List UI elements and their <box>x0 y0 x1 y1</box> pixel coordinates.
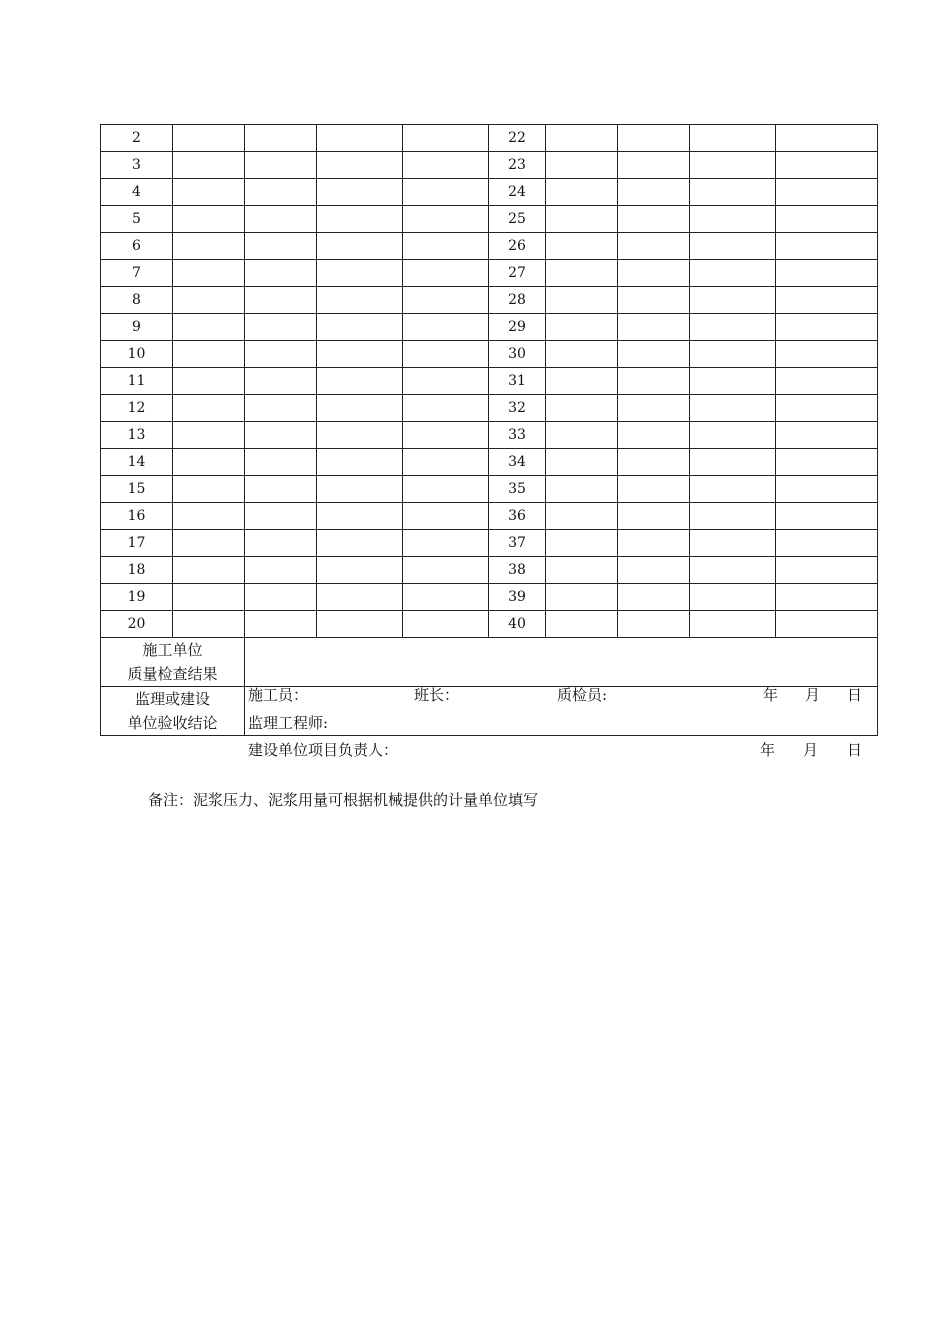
entry-cell[interactable] <box>403 611 489 638</box>
entry-cell[interactable] <box>690 530 776 557</box>
row-number-right: 22 <box>489 125 546 152</box>
row-number-right: 24 <box>489 179 546 206</box>
row-number-left: 10 <box>101 341 173 368</box>
entry-cell[interactable] <box>173 611 245 638</box>
table-row <box>101 476 878 503</box>
entry-cell[interactable] <box>403 206 489 233</box>
entry-cell[interactable] <box>317 422 403 449</box>
worker-label: 施工员： <box>248 686 309 704</box>
entry-cell[interactable] <box>690 179 776 206</box>
entry-cell[interactable] <box>690 287 776 314</box>
entry-cell[interactable] <box>776 422 878 449</box>
table-row <box>101 422 878 449</box>
table-row <box>101 368 878 395</box>
supervision-conclusion-cell[interactable] <box>245 687 878 759</box>
row-number-right: 38 <box>489 557 546 584</box>
entry-cell[interactable] <box>173 287 245 314</box>
entry-cell[interactable] <box>403 152 489 179</box>
entry-cell[interactable] <box>317 206 403 233</box>
entry-cell[interactable] <box>173 584 245 611</box>
entry-cell[interactable] <box>245 152 317 179</box>
entry-cell[interactable] <box>403 584 489 611</box>
entry-cell[interactable] <box>317 395 403 422</box>
entry-cell[interactable] <box>546 611 618 638</box>
entry-cell[interactable] <box>776 449 878 476</box>
entry-cell[interactable] <box>245 314 317 341</box>
entry-cell[interactable] <box>317 125 403 152</box>
row-number-right: 40 <box>489 611 546 638</box>
entry-cell[interactable] <box>776 287 878 314</box>
entry-cell[interactable] <box>245 557 317 584</box>
table-row <box>101 233 878 260</box>
supervision-month: 月 <box>803 741 819 759</box>
row-number-left: 16 <box>101 503 173 530</box>
entry-cell[interactable] <box>245 206 317 233</box>
entry-cell[interactable] <box>173 395 245 422</box>
supervision-day: 日 <box>847 741 863 759</box>
entry-cell[interactable] <box>690 260 776 287</box>
entry-cell[interactable] <box>690 341 776 368</box>
entry-cell[interactable] <box>776 233 878 260</box>
owner-label: 建设单位项目负责人： <box>248 741 399 759</box>
entry-cell[interactable] <box>245 395 317 422</box>
entry-cell[interactable] <box>618 314 690 341</box>
entry-cell[interactable] <box>690 503 776 530</box>
entry-cell[interactable] <box>546 287 618 314</box>
entry-cell[interactable] <box>618 368 690 395</box>
table-row <box>101 557 878 584</box>
entry-cell[interactable] <box>403 395 489 422</box>
entry-cell[interactable] <box>173 152 245 179</box>
entry-cell[interactable] <box>173 233 245 260</box>
entry-cell[interactable] <box>245 530 317 557</box>
entry-cell[interactable] <box>546 206 618 233</box>
entry-cell[interactable] <box>546 395 618 422</box>
entry-cell[interactable] <box>403 503 489 530</box>
entry-cell[interactable] <box>690 395 776 422</box>
row-number-right: 23 <box>489 152 546 179</box>
row-number-left: 20 <box>101 611 173 638</box>
construction-year: 年 <box>763 686 779 704</box>
construction-label-line1: 施工单位 <box>142 641 203 659</box>
row-number-left: 17 <box>101 530 173 557</box>
entry-cell[interactable] <box>317 584 403 611</box>
entry-cell[interactable] <box>403 476 489 503</box>
row-number-left: 14 <box>101 449 173 476</box>
table-row <box>101 611 878 638</box>
row-number-left: 19 <box>101 584 173 611</box>
entry-cell[interactable] <box>546 125 618 152</box>
entry-cell[interactable] <box>317 611 403 638</box>
entry-cell[interactable] <box>173 206 245 233</box>
entry-cell[interactable] <box>173 179 245 206</box>
row-number-right: 34 <box>489 449 546 476</box>
entry-cell[interactable] <box>245 584 317 611</box>
entry-cell[interactable] <box>546 557 618 584</box>
entry-cell[interactable] <box>690 152 776 179</box>
row-number-left: 5 <box>101 206 173 233</box>
entry-cell[interactable] <box>776 152 878 179</box>
entry-cell[interactable] <box>618 179 690 206</box>
entry-cell[interactable] <box>317 233 403 260</box>
entry-cell[interactable] <box>690 368 776 395</box>
entry-cell[interactable] <box>776 611 878 638</box>
entry-cell[interactable] <box>245 125 317 152</box>
row-number-left: 18 <box>101 557 173 584</box>
entry-cell[interactable] <box>317 503 403 530</box>
footnote: 备注：泥浆压力、泥浆用量可根据机械提供的计量单位填写 <box>148 791 539 809</box>
entry-cell[interactable] <box>690 314 776 341</box>
entry-cell[interactable] <box>618 287 690 314</box>
row-number-right: 28 <box>489 287 546 314</box>
entry-cell[interactable] <box>317 341 403 368</box>
entry-cell[interactable] <box>776 206 878 233</box>
table-row <box>101 152 878 179</box>
inspector-label: 质检员: <box>557 686 608 704</box>
row-number-left: 4 <box>101 179 173 206</box>
entry-cell[interactable] <box>618 152 690 179</box>
row-number-right: 30 <box>489 341 546 368</box>
entry-cell[interactable] <box>245 611 317 638</box>
entry-cell[interactable] <box>690 584 776 611</box>
entry-cell[interactable] <box>245 287 317 314</box>
entry-cell[interactable] <box>690 125 776 152</box>
entry-cell[interactable] <box>618 503 690 530</box>
row-number-left: 3 <box>101 152 173 179</box>
entry-cell[interactable] <box>403 557 489 584</box>
entry-cell[interactable] <box>245 260 317 287</box>
construction-label-line2: 质量检查结果 <box>127 665 218 683</box>
supervision-conclusion-row <box>101 687 878 736</box>
entry-cell[interactable] <box>776 125 878 152</box>
entry-cell[interactable] <box>546 449 618 476</box>
entry-cell[interactable] <box>546 584 618 611</box>
entry-cell[interactable] <box>403 125 489 152</box>
entry-cell[interactable] <box>690 449 776 476</box>
entry-cell[interactable] <box>317 368 403 395</box>
supervision-label-line2: 单位验收结论 <box>127 714 218 732</box>
entry-cell[interactable] <box>245 476 317 503</box>
table-row <box>101 314 878 341</box>
entry-cell[interactable] <box>618 530 690 557</box>
entry-cell[interactable] <box>245 179 317 206</box>
row-number-right: 27 <box>489 260 546 287</box>
entry-cell[interactable] <box>618 611 690 638</box>
table-row <box>101 206 878 233</box>
entry-cell[interactable] <box>690 557 776 584</box>
entry-cell[interactable] <box>776 557 878 584</box>
row-number-right: 33 <box>489 422 546 449</box>
entry-cell[interactable] <box>317 476 403 503</box>
entry-cell[interactable] <box>546 503 618 530</box>
entry-cell[interactable] <box>618 395 690 422</box>
entry-cell[interactable] <box>403 179 489 206</box>
construction-result-row <box>101 638 878 687</box>
entry-cell[interactable] <box>403 314 489 341</box>
construction-label <box>101 638 245 687</box>
entry-cell[interactable] <box>173 557 245 584</box>
entry-cell[interactable] <box>245 449 317 476</box>
row-number-left: 15 <box>101 476 173 503</box>
entry-cell[interactable] <box>173 422 245 449</box>
table-row <box>101 449 878 476</box>
entry-cell[interactable] <box>618 476 690 503</box>
entry-cell[interactable] <box>546 341 618 368</box>
row-number-left: 12 <box>101 395 173 422</box>
row-number-left: 13 <box>101 422 173 449</box>
table-row <box>101 260 878 287</box>
construction-day: 日 <box>847 686 863 704</box>
entry-cell[interactable] <box>173 368 245 395</box>
row-number-right: 35 <box>489 476 546 503</box>
entry-cell[interactable] <box>618 206 690 233</box>
entry-cell[interactable] <box>173 503 245 530</box>
entry-cell[interactable] <box>546 530 618 557</box>
entry-cell[interactable] <box>618 449 690 476</box>
entry-cell[interactable] <box>546 368 618 395</box>
entry-cell[interactable] <box>173 341 245 368</box>
entry-cell[interactable] <box>776 260 878 287</box>
entry-cell[interactable] <box>618 341 690 368</box>
entry-cell[interactable] <box>776 341 878 368</box>
table-row <box>101 287 878 314</box>
entry-cell[interactable] <box>618 233 690 260</box>
entry-cell[interactable] <box>776 395 878 422</box>
entry-cell[interactable] <box>546 179 618 206</box>
entry-cell[interactable] <box>776 476 878 503</box>
entry-cell[interactable] <box>317 557 403 584</box>
entry-cell[interactable] <box>173 314 245 341</box>
entry-cell[interactable] <box>776 503 878 530</box>
entry-cell[interactable] <box>317 287 403 314</box>
entry-cell[interactable] <box>317 179 403 206</box>
entry-cell[interactable] <box>546 314 618 341</box>
entry-cell[interactable] <box>690 476 776 503</box>
entry-cell[interactable] <box>403 287 489 314</box>
entry-cell[interactable] <box>403 233 489 260</box>
entry-cell[interactable] <box>690 206 776 233</box>
supervision-label-line1: 监理或建设 <box>134 690 210 708</box>
entry-cell[interactable] <box>173 530 245 557</box>
entry-cell[interactable] <box>618 584 690 611</box>
construction-month: 月 <box>805 686 821 704</box>
entry-cell[interactable] <box>403 368 489 395</box>
engineer-label: 监理工程师: <box>248 714 329 732</box>
table-row <box>101 395 878 422</box>
table-row <box>101 125 878 152</box>
row-number-right: 26 <box>489 233 546 260</box>
entry-cell[interactable] <box>618 422 690 449</box>
entry-cell[interactable] <box>245 368 317 395</box>
entry-cell[interactable] <box>403 530 489 557</box>
entry-cell[interactable] <box>546 233 618 260</box>
entry-cell[interactable] <box>317 314 403 341</box>
entry-cell[interactable] <box>173 260 245 287</box>
entry-cell[interactable] <box>245 233 317 260</box>
entry-cell[interactable] <box>690 422 776 449</box>
table-row <box>101 341 878 368</box>
table-row <box>101 179 878 206</box>
entry-cell[interactable] <box>618 260 690 287</box>
row-number-right: 39 <box>489 584 546 611</box>
entry-cell[interactable] <box>403 449 489 476</box>
row-number-left: 11 <box>101 368 173 395</box>
entry-cell[interactable] <box>546 476 618 503</box>
entry-cell[interactable] <box>618 125 690 152</box>
entry-cell[interactable] <box>546 260 618 287</box>
supervision-label <box>101 687 245 736</box>
entry-cell[interactable] <box>776 179 878 206</box>
row-number-right: 31 <box>489 368 546 395</box>
table-row <box>101 584 878 611</box>
row-number-right: 32 <box>489 395 546 422</box>
table-row <box>101 530 878 557</box>
row-number-left: 7 <box>101 260 173 287</box>
entry-cell[interactable] <box>403 422 489 449</box>
entry-cell[interactable] <box>173 476 245 503</box>
entry-cell[interactable] <box>776 368 878 395</box>
entry-cell[interactable] <box>403 260 489 287</box>
row-number-right: 36 <box>489 503 546 530</box>
row-number-left: 9 <box>101 314 173 341</box>
entry-cell[interactable] <box>317 530 403 557</box>
entry-cell[interactable] <box>618 557 690 584</box>
record-table <box>100 124 878 759</box>
entry-cell[interactable] <box>317 152 403 179</box>
entry-cell[interactable] <box>776 530 878 557</box>
entry-cell[interactable] <box>403 341 489 368</box>
foreman-label: 班长： <box>414 686 460 704</box>
entry-cell[interactable] <box>173 125 245 152</box>
supervision-year: 年 <box>760 741 776 759</box>
entry-cell[interactable] <box>690 611 776 638</box>
row-number-left: 6 <box>101 233 173 260</box>
entry-cell[interactable] <box>245 422 317 449</box>
entry-cell[interactable] <box>546 152 618 179</box>
entry-cell[interactable] <box>317 260 403 287</box>
row-number-left: 8 <box>101 287 173 314</box>
row-number-right: 25 <box>489 206 546 233</box>
entry-cell[interactable] <box>317 449 403 476</box>
row-number-left: 2 <box>101 125 173 152</box>
row-number-right: 29 <box>489 314 546 341</box>
construction-result-cell[interactable] <box>245 638 878 704</box>
entry-cell[interactable] <box>546 422 618 449</box>
table-row <box>101 503 878 530</box>
entry-cell[interactable] <box>245 341 317 368</box>
entry-cell[interactable] <box>173 449 245 476</box>
entry-cell[interactable] <box>245 503 317 530</box>
entry-cell[interactable] <box>776 314 878 341</box>
entry-cell[interactable] <box>690 233 776 260</box>
row-number-right: 37 <box>489 530 546 557</box>
entry-cell[interactable] <box>776 584 878 611</box>
